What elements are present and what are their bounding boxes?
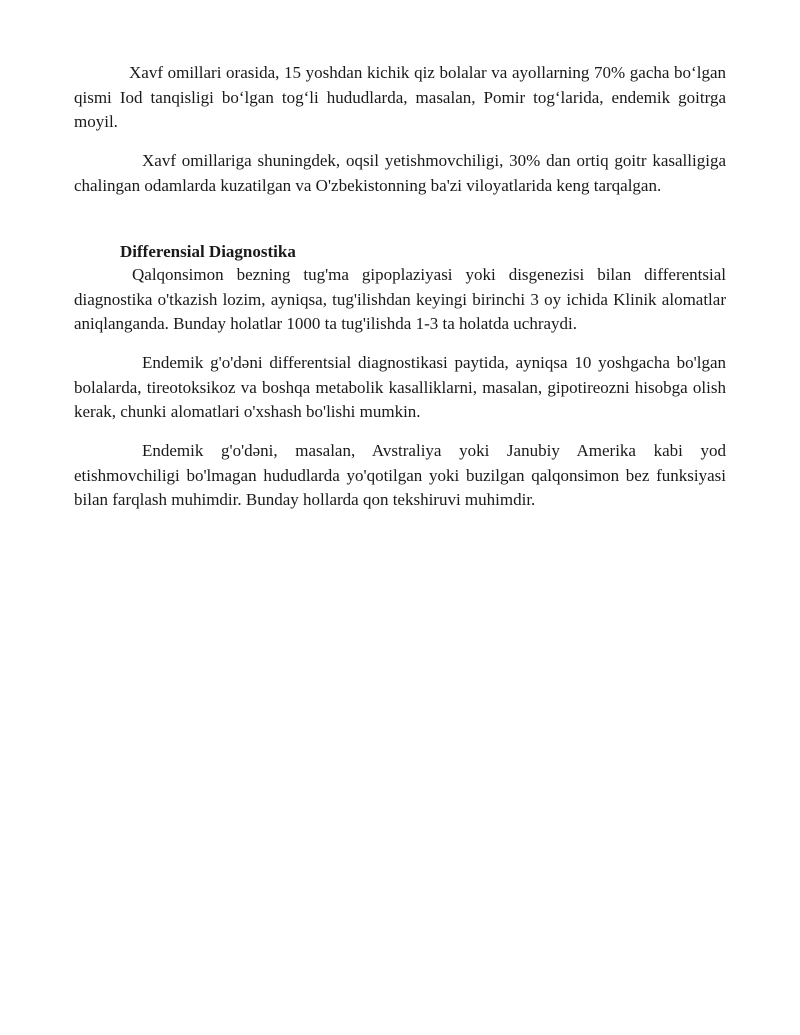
paragraph-risk-factors-additional: Xavf omillariga shuningdek, oqsil yetishmovchiligi, 30% dan ortiq goitr kasalligiga chalingan odamlarda kuzatilgan va O'zbekistonning ba'zi viloyatlarida keng tarqalgan. — [74, 151, 726, 195]
section-heading-differential-diagnostics: Differensial Diagnostika — [120, 242, 296, 261]
paragraph-risk-factors: Xavf omillari orasida, 15 yoshdan kichik qiz bolalar va ayollarning 70% gacha bo‘lgan qismi Iod tanqisligi bo‘lgan tog‘li hududlarda, masalan, Pomir tog‘larida, endemik goitrga moyil. — [74, 63, 726, 131]
paragraph-congenital-hypoplasia: Qalqonsimon bezning tug'ma gipoplaziyasi yoki disgenezisi bilan differentsial diagnostika o'tkazish lozim, ayniqsa, tug'ilishdan keyingi birinchi 3 oy ichida Klinik alomatlar aniqlanganda. Bunday holatlar 1000 ta tug'ilishda 1-3 ta holatda uchraydi. — [74, 265, 726, 333]
paragraph-non-deficient-regions: Endemik g'o'dəni, masalan, Avstraliya yoki Janubiy Amerika kabi yod etishmovchiligi bo'lmagan hududlarda yo'qotilgan yoki buzilgan qalqonsimon bez funksiyasi bilan farqlash muhimdir. Bunday hollarda qon tekshiruvi muhimdir. — [74, 441, 726, 509]
paragraph-children-diagnostics: Endemik g'o'dəni differentsial diagnostikasi paytida, ayniqsa 10 yoshgacha bo'lgan bolalarda, tireotoksikoz va boshqa metabolik kasalliklarni, masalan, gipotireozni hisobga olish kerak, chunki alomatlari o'xshash bo'lishi mumkin. — [74, 353, 726, 421]
